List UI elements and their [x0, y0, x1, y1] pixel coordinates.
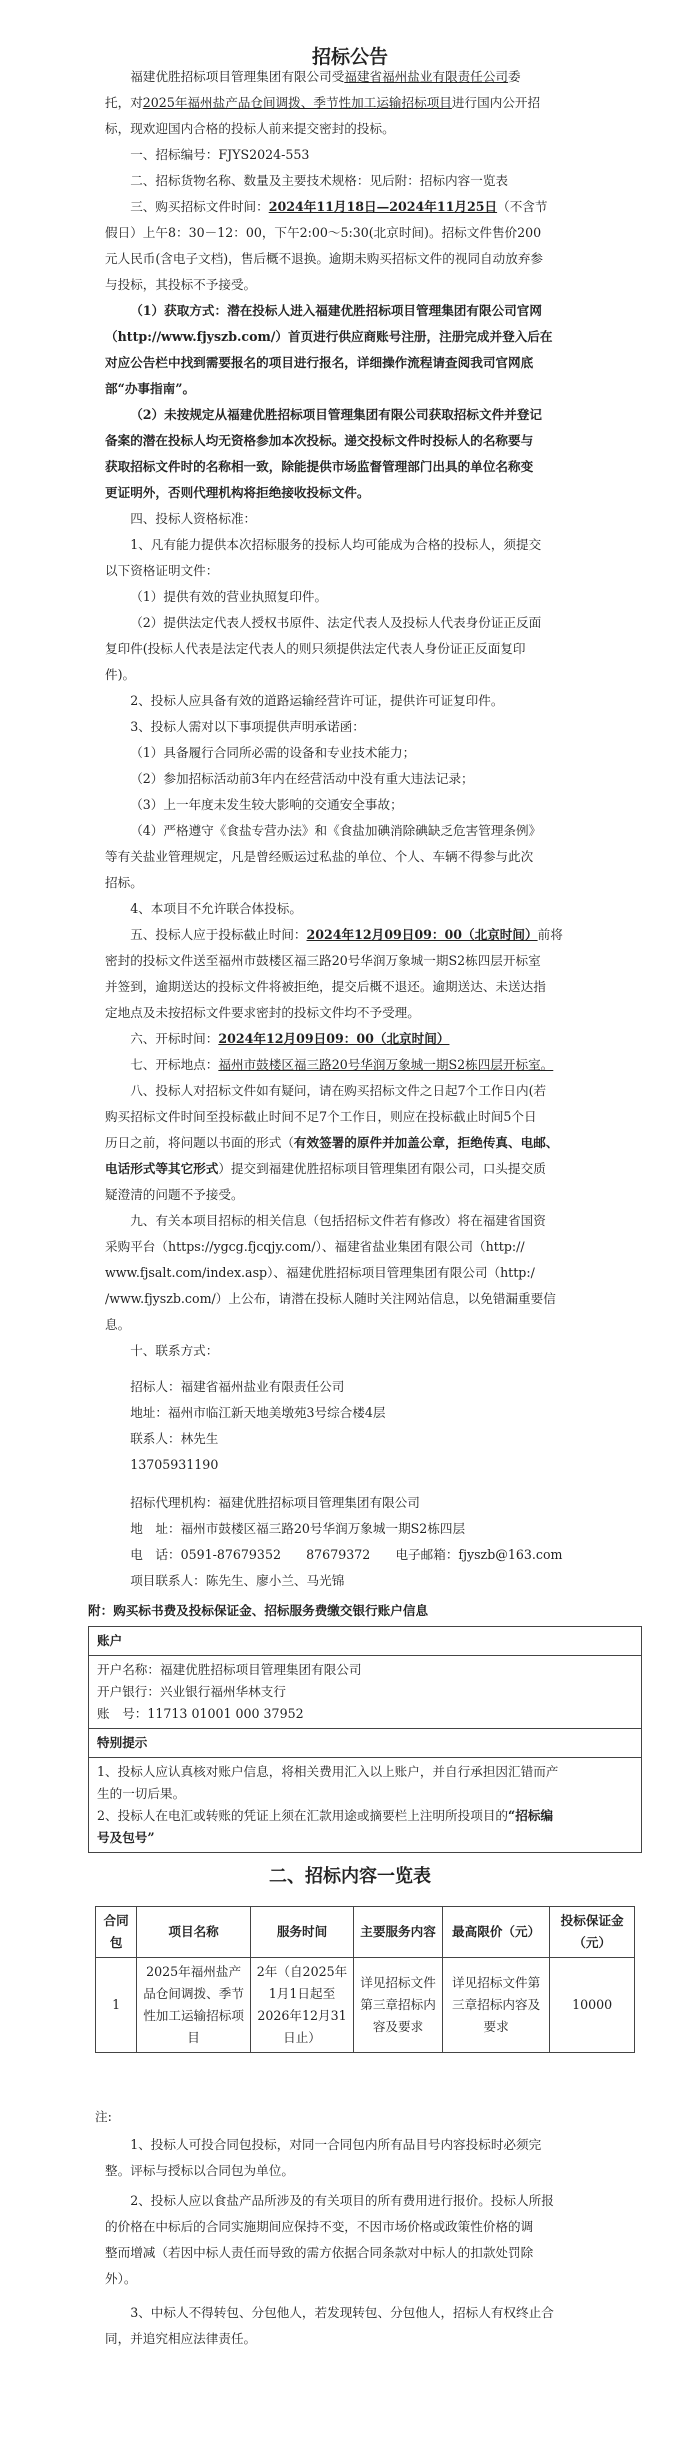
section-obtain-method: [105, 298, 637, 402]
agent-address: 地 址：福州市鼓楼区福三路20号华润万象城一期S2栋四层: [130, 1521, 466, 1536]
note-text: 外）。: [105, 2271, 137, 2286]
tips-content: [89, 1758, 642, 1853]
publication-text: /www.fjyszb.com/）上公布，请潜在投标人随时关注网站信息，以免错漏重要信: [105, 1291, 556, 1306]
tip-text: 生的一切后果。: [97, 1786, 186, 1801]
account-header: 账户: [89, 1627, 642, 1656]
inquiry-text: 历日之前，将问题以书面的形式（: [105, 1135, 294, 1150]
section-inquiry: [105, 1078, 637, 1208]
table-row: [96, 1958, 635, 2053]
tips-header: 特别提示: [89, 1729, 642, 1758]
obtain-text: 部“办事指南”。: [105, 381, 196, 396]
deadline-text: 密封的投标文件送至福州市鼓楼区福三路20号华润万象城一期S2栋四层开标室: [105, 953, 541, 968]
registration-text: （2）未按规定从福建优胜招标项目管理集团有限公司获取招标文件并登记: [130, 407, 542, 422]
intro-text: 福建优胜招标项目管理集团有限公司受: [130, 69, 345, 84]
opening-place: 福州市鼓楼区福三路20号华润万象城一期S2栋四层开标室。: [218, 1057, 554, 1072]
inquiry-text: 购买招标文件时间至投标截止时间不足7个工作日，则应在投标截止时间5个日: [105, 1109, 537, 1124]
purchase-date-range: 2024年11月18日—2024年11月25日: [268, 199, 498, 214]
buyer-phone: 13705931190: [130, 1457, 219, 1472]
inquiry-text: 八、投标人对招标文件如有疑问，请在购买招标文件之日起7个工作日内(若: [130, 1083, 547, 1098]
intro-text: 托，对: [105, 95, 143, 110]
tip-text: 1、投标人应认真核对账户信息，将相关费用汇入以上账户，并自行承担因汇错而产: [97, 1764, 559, 1779]
note-text: 整。评标与授标以合同包为单位。: [105, 2163, 294, 2178]
cell-content: 详见招标文件第三章招标内容及要求: [354, 1958, 443, 2053]
publication-text: www.fjsalt.com/index.asp）、福建优胜招标项目管理集团有限公司（http:/: [105, 1265, 535, 1280]
opening-place-label: 七、开标地点：: [130, 1057, 219, 1072]
registration-text: 更证明外，否则代理机构将拒绝接收投标文件。: [105, 485, 370, 500]
note-text: 2、投标人应以食盐产品所涉及的有关项目的所有费用进行报价。投标人所报: [130, 2193, 554, 2208]
buyer-name: 招标人：福建省福州盐业有限责任公司: [130, 1379, 345, 1394]
qualification-item-3c: （3）上一年度未发生较大影响的交通安全事故；: [130, 797, 403, 812]
buyer-name-link: 福建省福州盐业有限责任公司: [344, 69, 508, 84]
intro-paragraph: [105, 64, 637, 142]
deadline-label: 五、投标人应于投标截止时间：: [130, 927, 307, 942]
tip-emphasis: “招标编: [508, 1808, 554, 1823]
inquiry-text: 疑澄清的问题不予接受。: [105, 1187, 244, 1202]
qualification-text: 件)。: [105, 667, 136, 682]
agent-project-contacts: 项目联系人：陈先生、廖小兰、马光锦: [130, 1573, 345, 1588]
account-holder: 开户名称：福建优胜招标项目管理集团有限公司: [97, 1662, 362, 1677]
qualification-item-3a: （1）具备履行合同所必需的设备和专业技术能力；: [130, 745, 416, 760]
section-contact: 十、联系方式：: [130, 1343, 219, 1358]
purchase-time-text: 元人民币(含电子文档)，售后概不退换。逾期未购买招标文件的视同自动放弃参: [105, 251, 544, 266]
deadline-text: 定地点及未按招标文件要求密封的投标文件均不予受理。: [105, 1005, 420, 1020]
cell-package: 1: [96, 1958, 137, 2053]
inquiry-emphasis: 有效签署的原件并加盖公章，拒绝传真、电邮、: [293, 1135, 559, 1150]
account-bank: 开户银行：兴业银行福州华林支行: [97, 1684, 286, 1699]
tip-emphasis: 号及包号”: [97, 1830, 155, 1845]
qualification-item-3: 3、投标人需对以下事项提供声明承诺函：: [130, 719, 365, 734]
section-bid-number: 一、招标编号：FJYS2024-553: [130, 147, 310, 162]
account-number: 账 号：11713 01001 000 37952: [97, 1706, 304, 1721]
purchase-time-label: 三、购买招标文件时间：: [130, 199, 269, 214]
opening-datetime: 2024年12月09日09：00（北京时间）: [218, 1031, 450, 1046]
qualification-text: 以下资格证明文件：: [105, 563, 219, 578]
deadline-datetime: 2024年12月09日09：00（北京时间）: [306, 927, 538, 942]
section-goods: 二、招标货物名称、数量及主要技术规格：见后附：招标内容一览表: [130, 173, 508, 188]
section-qualification: 四、投标人资格标准：: [130, 511, 257, 526]
section-deadline: [105, 922, 637, 1026]
col-header-package: 合同包: [96, 1907, 137, 1958]
qualification-item-1b: [105, 610, 637, 688]
attachment-title: 附：购买标书费及投标保证金、招标服务费缴交银行账户信息: [88, 1603, 429, 1618]
purchase-time-text: 与投标，其投标不予接受。: [105, 277, 257, 292]
buyer-address: 地址：福州市临江新天地美墩苑3号综合楼4层: [130, 1405, 386, 1420]
intro-text: 进行国内公开招: [451, 95, 541, 110]
deadline-text: 前将: [537, 927, 563, 942]
cell-service-time: 2年（自2025年1月1日起至2026年12月31日止）: [250, 1958, 353, 2053]
obtain-text: （http://www.fjyszb.com/）首页进行供应商账号注册，注册完成并登入后在: [105, 329, 553, 344]
cell-max-price: 详见招标文件第三章招标内容及要求: [442, 1958, 549, 2053]
notes-label: 注:: [95, 2109, 112, 2124]
qualification-text: 招标。: [105, 875, 143, 890]
agent-name: 招标代理机构：福建优胜招标项目管理集团有限公司: [130, 1495, 420, 1510]
note-text: 3、中标人不得转包、分包他人，若发现转包、分包他人，招标人有权终止合: [130, 2305, 554, 2320]
qualification-text: （4）严格遵守《食盐专营办法》和《食盐加碘消除碘缺乏危害管理条例》: [130, 823, 542, 838]
deadline-text: 并签到，逾期送达的投标文件将被拒绝，提交后概不退还。逾期送达、未送达指: [105, 979, 546, 994]
summary-table: [95, 1906, 635, 2053]
section-opening-time: [105, 1026, 637, 1052]
registration-text: 备案的潜在投标人均无资格参加本次投标。递交投标文件时投标人的名称要与: [105, 433, 534, 448]
qualification-item-4: 4、本项目不允许联合体投标。: [130, 901, 302, 916]
qualification-item-2: 2、投标人应具备有效的道路运输经营许可证，提供许可证复印件。: [130, 693, 504, 708]
section-opening-place: [105, 1052, 637, 1078]
agent-contact-block: [105, 1490, 637, 1594]
col-header-deposit: 投标保证金（元）: [550, 1907, 635, 1958]
note-text: 同，并追究相应法律责任。: [105, 2331, 257, 2346]
registration-text: 获取招标文件时的名称相一致，除能提供市场监督管理部门出具的单位名称变: [105, 459, 534, 474]
note-2: [105, 2188, 637, 2292]
note-text: 的价格在中标后的合同实施期间应保持不变，不因市场价格或政策性价格的调: [105, 2219, 534, 2234]
inquiry-emphasis: 电话形式等其它形式: [105, 1161, 219, 1176]
qualification-item-3d: [105, 818, 637, 896]
summary-title: 二、招标内容一览表: [269, 1866, 431, 1887]
account-details: [89, 1656, 642, 1729]
qualification-item-1a: （1）提供有效的营业执照复印件。: [130, 589, 328, 604]
bank-account-table: [88, 1626, 642, 1853]
agent-phone-email: 电 话：0591-87679352 87679372 电子邮箱：fjyszb@163.com: [130, 1547, 563, 1562]
note-text: 整而增减（若因中标人责任而导致的需方依据合同条款对中标人的扣款处罚除: [105, 2245, 534, 2260]
col-header-max-price: 最高限价（元）: [442, 1907, 549, 1958]
qualification-text: （2）提供法定代表人授权书原件、法定代表人及投标人代表身份证正反面: [130, 615, 542, 630]
qualification-text: 复印件(投标人代表是法定代表人的则只须提供法定代表人身份证正反面复印: [105, 641, 526, 656]
qualification-text: 等有关盐业管理规定，凡是曾经贩运过私盐的单位、个人、车辆不得参与此次: [105, 849, 534, 864]
publication-text: 九、有关本项目招标的相关信息（包括招标文件若有修改）将在福建省国资: [130, 1213, 546, 1228]
obtain-text: （1）获取方式：潜在投标人进入福建优胜招标项目管理集团有限公司官网: [130, 303, 542, 318]
col-header-content: 主要服务内容: [354, 1907, 443, 1958]
inquiry-text: ）提交到福建优胜招标项目管理集团有限公司，口头提交质: [218, 1161, 546, 1176]
summary-header-row: [96, 1907, 635, 1958]
qualification-text: 1、凡有能力提供本次招标服务的投标人均可能成为合格的投标人，须提交: [130, 537, 542, 552]
project-name: 2025年福州盐产品仓间调拨、季节性加工运输招标项目: [142, 95, 452, 110]
qualification-item-3b: （2）参加招标活动前3年内在经营活动中没有重大违法记录；: [130, 771, 474, 786]
cell-deposit: 10000: [550, 1958, 635, 2053]
intro-text: 委: [508, 69, 521, 84]
col-header-service-time: 服务时间: [250, 1907, 353, 1958]
obtain-text: 对应公告栏中找到需要报名的项目进行报名，详细操作流程请查阅我司官网底: [105, 355, 534, 370]
section-publication: [105, 1208, 637, 1338]
cell-project: 2025年福州盐产品仓间调拨、季节性加工运输招标项目: [137, 1958, 251, 2053]
note-1: [105, 2132, 637, 2184]
tip-text: 2、投标人在电汇或转账的凭证上须在汇款用途或摘要栏上注明所投项目的: [97, 1808, 509, 1823]
page-title: 招标公告: [311, 46, 388, 68]
section-purchase-time: [105, 194, 637, 298]
purchase-time-text: （不含节: [497, 199, 548, 214]
publication-text: 息。: [105, 1317, 131, 1332]
intro-text: 标，现欢迎国内合格的投标人前来提交密封的投标。: [105, 121, 395, 136]
note-3: [105, 2300, 637, 2352]
col-header-project: 项目名称: [137, 1907, 251, 1958]
buyer-contact-block: [105, 1374, 637, 1478]
section-registration: [105, 402, 637, 506]
opening-time-label: 六、开标时间：: [130, 1031, 219, 1046]
purchase-time-text: 假日）上午8：30－12：00，下午2:00～5:30(北京时间)。招标文件售价200: [105, 225, 542, 240]
buyer-contact-person: 联系人：林先生: [130, 1431, 219, 1446]
qualification-item-1: [105, 532, 637, 584]
note-text: 1、投标人可投合同包投标，对同一合同包内所有品目号内容投标时必须完: [130, 2137, 542, 2152]
publication-text: 采购平台（https://ygcg.fjcqjy.com/）、福建省盐业集团有限公司（http://: [105, 1239, 525, 1254]
